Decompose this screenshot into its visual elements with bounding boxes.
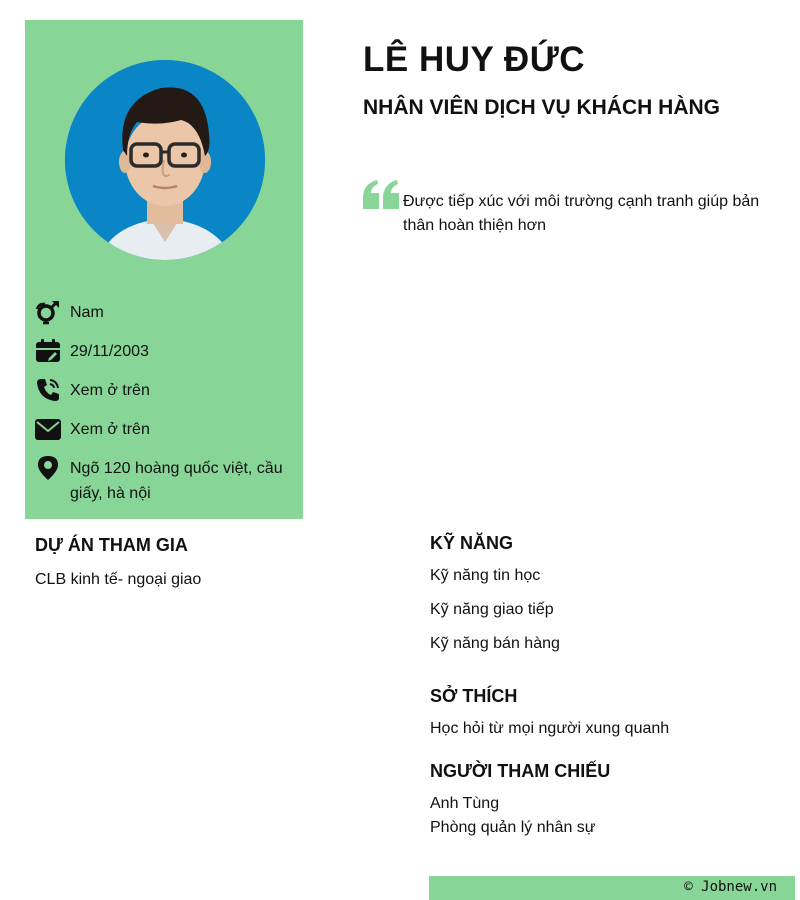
gender-icon xyxy=(35,299,61,325)
skill-item: Kỹ năng giao tiếp xyxy=(430,601,554,618)
skill-item: Kỹ năng bán hàng xyxy=(430,635,560,652)
projects-text: CLB kinh tế- ngoại giao xyxy=(35,571,202,588)
hobbies-title: SỞ THÍCH xyxy=(430,686,518,706)
birthdate-text: 29/11/2003 xyxy=(70,343,149,360)
info-phone xyxy=(33,376,299,404)
avatar xyxy=(65,60,265,260)
footer-copyright: © Jobnew.vn xyxy=(684,879,777,895)
avatar-photo xyxy=(65,60,265,260)
hobbies-text: Học hỏi từ mọi người xung quanh xyxy=(430,720,670,737)
phone-text: Xem ở trên xyxy=(70,382,150,399)
candidate-name: LÊ HUY ĐỨC xyxy=(363,40,586,79)
references-title: NGƯỜI THAM CHIẾU xyxy=(430,761,611,781)
candidate-position: NHÂN VIÊN DỊCH VỤ KHÁCH HÀNG xyxy=(363,96,721,119)
email-text: Xem ở trên xyxy=(70,421,150,438)
career-objective: Được tiếp xúc với môi trường cạnh tranh giúp bản thân hoàn thiện hơn xyxy=(403,193,760,234)
footer-bar xyxy=(429,876,795,900)
personal-info-list xyxy=(33,298,299,517)
reference-line: Phòng quản lý nhân sự xyxy=(430,819,596,836)
skills-title: KỸ NĂNG xyxy=(430,533,514,553)
calendar-icon xyxy=(35,338,61,364)
address-text: Ngõ 120 hoàng quốc việt, cầu giấy, hà nội xyxy=(70,460,283,502)
sidebar xyxy=(25,20,303,519)
skill-item: Kỹ năng tin học xyxy=(430,567,541,584)
phone-icon xyxy=(35,377,61,403)
info-email xyxy=(33,415,299,443)
info-birthdate xyxy=(33,337,299,365)
info-address xyxy=(33,454,299,506)
reference-line: Anh Tùng xyxy=(430,795,500,812)
email-icon xyxy=(35,416,61,442)
info-gender xyxy=(33,298,299,326)
quote-icon xyxy=(363,180,399,210)
projects-title: DỰ ÁN THAM GIA xyxy=(35,535,188,555)
location-icon xyxy=(35,455,61,481)
gender-text: Nam xyxy=(70,304,104,321)
